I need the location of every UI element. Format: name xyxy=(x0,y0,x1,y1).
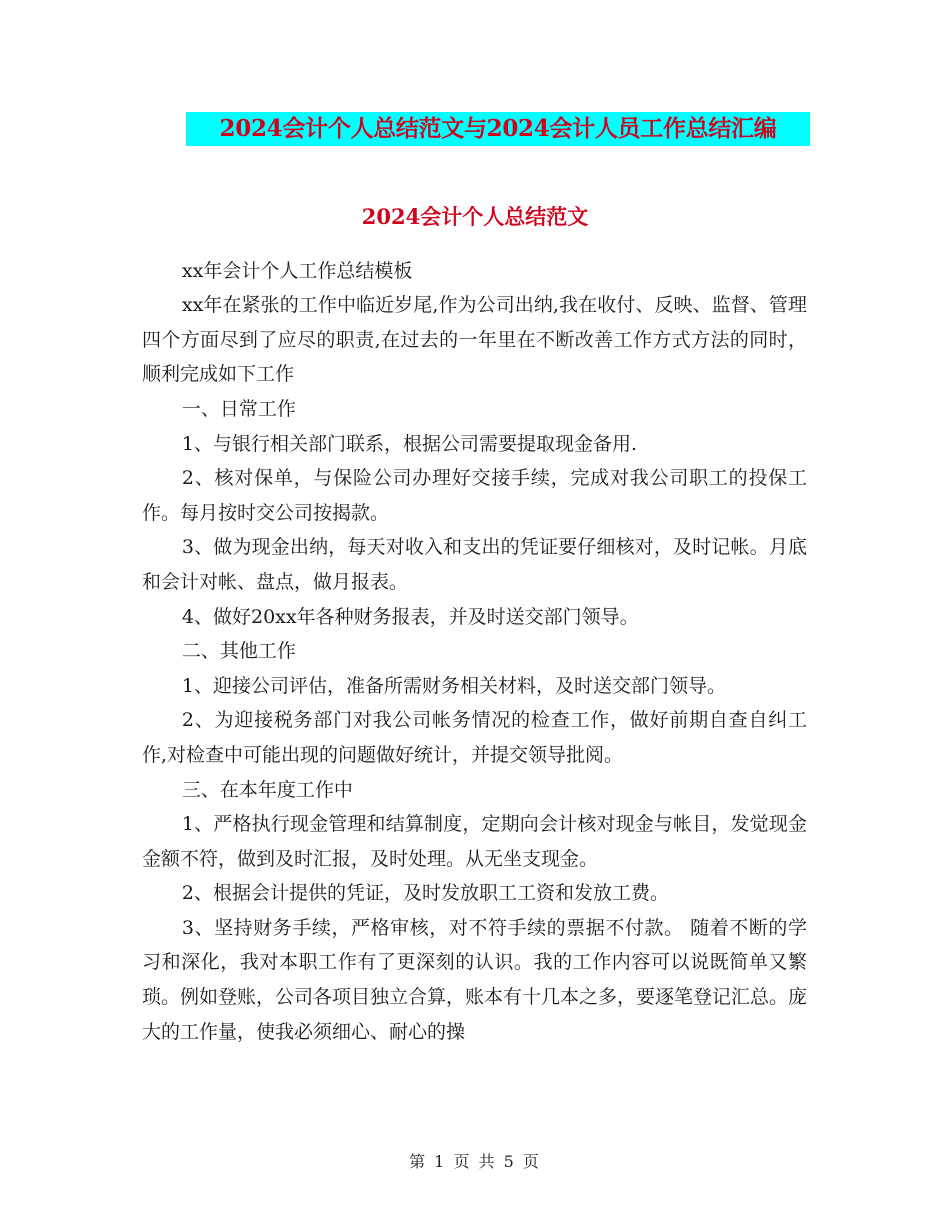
paragraph: 4、做好20xx年各种财务报表，并及时送交部门领导。 xyxy=(181,605,639,628)
paragraph: 3、做为现金出纳，每天对收入和支出的凭证要仔细核对，及时记帐。月底和会计对帐、盘点，做月报表。 xyxy=(142,536,807,593)
paragraph: 1、与银行相关部门联系，根据公司需要提取现金备用. xyxy=(181,432,638,455)
paragraph: 一、日常工作 xyxy=(181,397,296,420)
paragraph: 2、为迎接税务部门对我公司帐务情况的检查工作，做好前期自查自纠工作,对检查中可能出现的问题做好统计，并提交领导批阅。 xyxy=(142,709,807,766)
paragraph: 3、坚持财务手续，严格审核，对不符手续的票据不付款。 随着不断的学习和深化，我对本职工作有了更深刻的认识。我的工作内容可以说既简单又繁琐。例如登账，公司各项目独立合算，账本有十几本之多，要逐笔登记汇总。庞大的工作量，使我必须细心、耐心的操 xyxy=(142,916,808,1043)
paragraph: 1、迎接公司评估，准备所需财务相关材料，及时送交部门领导。 xyxy=(181,674,726,697)
document-title: 2024会计个人总结范文与2024会计人员工作总结汇编 xyxy=(186,112,810,146)
paragraph: 二、其他工作 xyxy=(181,640,296,663)
paragraph: 2、根据会计提供的凭证，及时发放职工工资和发放工费。 xyxy=(181,882,669,905)
paragraph: 三、在本年度工作中 xyxy=(181,778,353,801)
page-indicator: 第 1 页 共 5 页 xyxy=(409,1152,541,1171)
paragraph: 2、核对保单，与保险公司办理好交接手续，完成对我公司职工的投保工作。每月按时交公司按揭款。 xyxy=(142,467,807,524)
paragraph: xx年在紧张的工作中临近岁尾,作为公司出纳,我在收付、反映、监督、管理四个方面尽到了应尽的职责,在过去的一年里在不断改善工作方式方法的同时，顺利完成如下工作 xyxy=(142,294,807,386)
paragraph: xx年会计个人工作总结模板 xyxy=(181,259,413,282)
paragraph: 1、严格执行现金管理和结算制度，定期向会计核对现金与帐目，发觉现金金额不符，做到及时汇报，及时处理。从无坐支现金。 xyxy=(142,813,807,870)
section-title: 2024会计个人总结范文 xyxy=(361,204,589,229)
document-body xyxy=(142,219,807,1049)
